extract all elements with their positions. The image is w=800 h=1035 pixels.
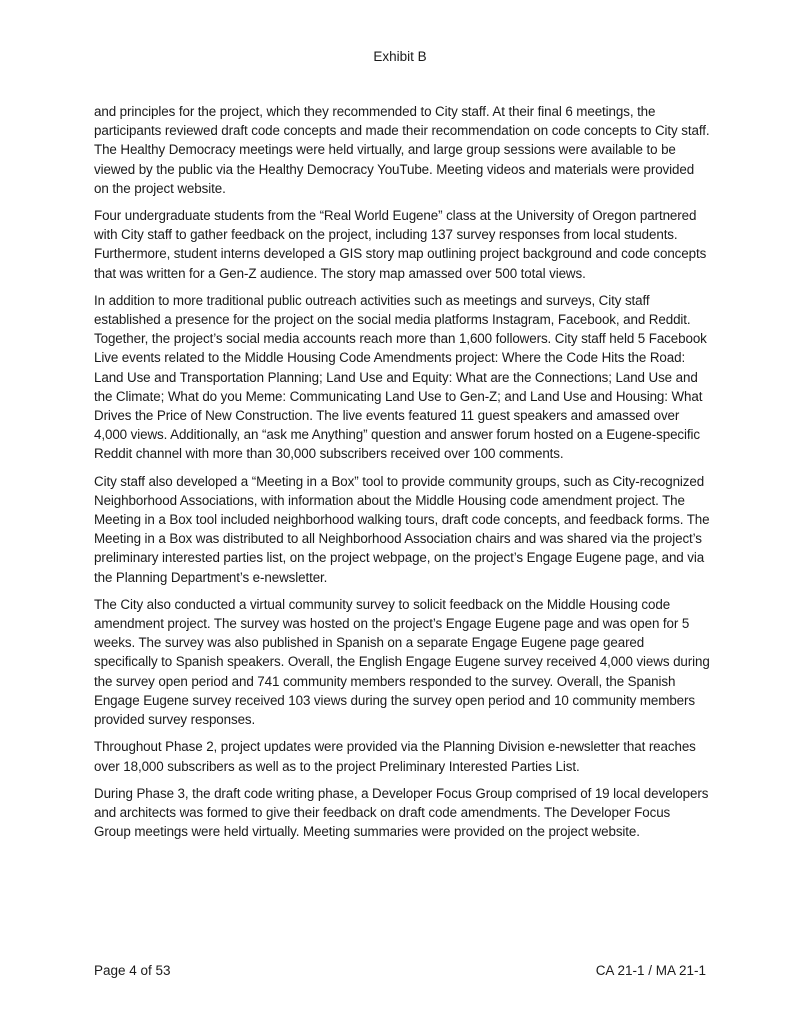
page-footer	[94, 962, 706, 980]
paragraph-meeting-in-a-box: City staff also developed a “Meeting in a Box” tool to provide community groups, such as City-recognized Neighborhood Associations, with information about the Middle Housing code amendment project. The Meeting in a Box tool included neighborhood walking tours, draft code concepts, and feedback forms. The Meeting in a Box was distributed to all Neighborhood Association chairs and was shared via the project’s preliminary interested parties list, on the project webpage, on the project’s Engage Eugene page, and via the Planning Department’s e-newsletter.	[94, 473, 710, 585]
paragraph-community-survey: The City also conducted a virtual community survey to solicit feedback on the Middle Housing code amendment project. The survey was hosted on the project’s Engage Eugene page and was open for 5 weeks. The survey was also published in Spanish on a separate Engage Eugene page geared specifically to Spanish speakers. Overall, the English Engage Eugene survey received 4,000 views during the survey open period and 741 community members responded to the survey. Overall, the Spanish Engage Eugene survey received 103 views during the survey open period and 10 community members provided survey responses.	[94, 596, 710, 728]
page-number: Page 4 of 53	[94, 963, 171, 978]
case-number: CA 21-1 / MA 21-1	[595, 963, 706, 978]
paragraph-university-students: Four undergraduate students from the “Real World Eugene” class at the University of Oregon partnered with City staff to gather feedback on the project, including 137 survey responses from local students. Furthermore, student interns developed a GIS story map outlining project background and code concepts that was written for a Gen-Z audience. The story map amassed over 500 total views.	[94, 208, 707, 281]
paragraph-healthy-democracy: and principles for the project, which they recommended to City staff. At their final 6 meetings, the participants reviewed draft code concepts and made their recommendation on code concepts to City staff. The Healthy Democracy meetings were held virtually, and large group sessions were available to be viewed by the public via the Healthy Democracy YouTube. Meeting videos and materials were provided on the project website.	[94, 104, 710, 196]
document-body	[94, 102, 710, 849]
paragraph-social-media: In addition to more traditional public outreach activities such as meetings and surveys, City staff established a presence for the project on the social media platforms Instagram, Facebook, and Reddit. Together, the project’s social media accounts reach more than 1,600 followers. City staff held 5 Facebook Live events related to the Middle Housing Code Amendments project: Where the Code Hits the Road: Land Use and Transportation Planning; Land Use and Equity: What are the Connections; Land Use and the Climate; What do you Meme: Communicating Land Use to Gen-Z; and Land Use and Housing: What Drives the Price of New Construction. The live events featured 11 guest speakers and amassed over 4,000 views. Additionally, an “ask me Anything” question and answer forum hosted on a Eugene-specific Reddit channel with more than 30,000 subscribers received over 100 comments.	[94, 292, 707, 462]
paragraph-phase-3-focus-group: During Phase 3, the draft code writing phase, a Developer Focus Group comprised of 19 local developers and architects was formed to give their feedback on draft code amendments. The Developer Focus Group meetings were held virtually. Meeting summaries were provided on the project website.	[94, 785, 709, 840]
paragraph-phase-2-updates: Throughout Phase 2, project updates were provided via the Planning Division e-newsletter that reaches over 18,000 subscribers as well as to the project Preliminary Interested Parties List.	[94, 739, 696, 774]
page-header-title: Exhibit B	[373, 49, 427, 64]
